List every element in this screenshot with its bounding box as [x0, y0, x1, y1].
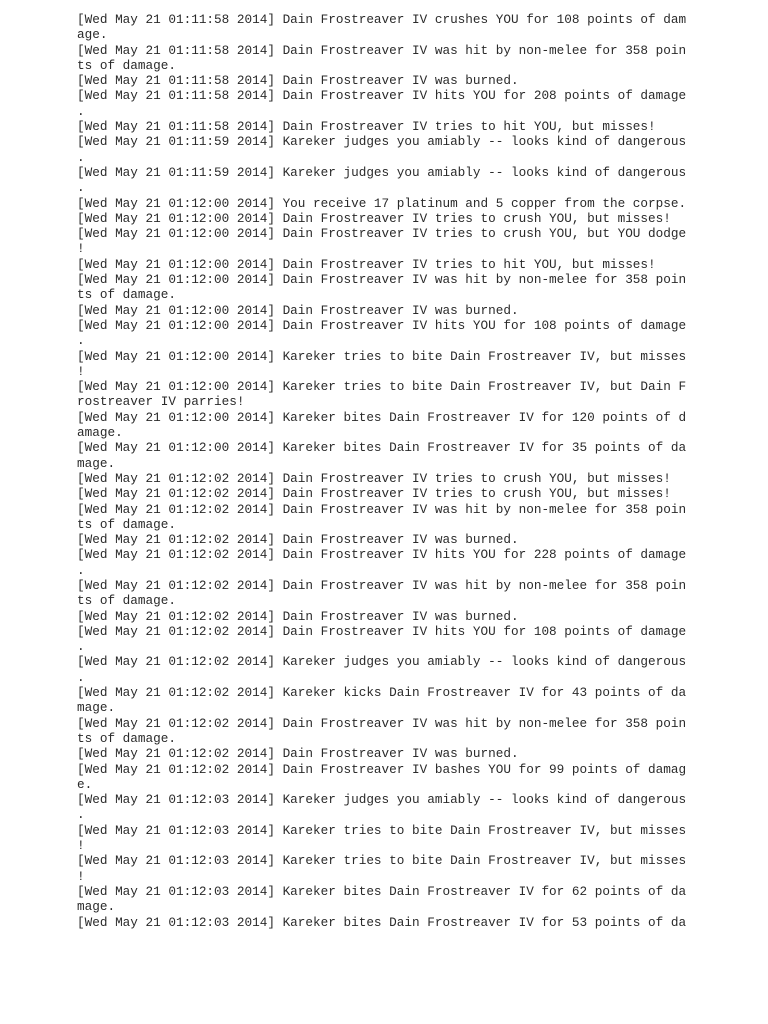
log-line: [Wed May 21 01:12:00 2014] Dain Frostreaver IV tries to hit YOU, but misses! — [77, 256, 656, 272]
log-line: [Wed May 21 01:12:02 2014] Dain Frostreaver IV was hit by non-melee for 358 poin — [77, 501, 687, 517]
log-line: . — [77, 180, 85, 196]
log-line: [Wed May 21 01:11:58 2014] Dain Frostreaver IV was hit by non-melee for 358 poin — [77, 42, 687, 58]
log-line: [Wed May 21 01:11:58 2014] Dain Frostreaver IV hits YOU for 208 points of damage — [77, 88, 687, 104]
log-line: rostreaver IV parries! — [77, 394, 245, 410]
log-line: [Wed May 21 01:12:02 2014] Kareker kicks Dain Frostreaver IV for 43 points of da — [77, 685, 687, 701]
log-line: . — [77, 807, 85, 823]
log-line: [Wed May 21 01:12:00 2014] Dain Frostreaver IV was burned. — [77, 302, 519, 318]
log-line: [Wed May 21 01:12:00 2014] Dain Frostreaver IV hits YOU for 108 points of damage — [77, 317, 687, 333]
log-line: [Wed May 21 01:12:00 2014] Dain Frostreaver IV tries to crush YOU, but misses! — [77, 210, 671, 226]
log-line: ! — [77, 363, 85, 379]
log-line: [Wed May 21 01:12:02 2014] Dain Frostreaver IV bashes YOU for 99 points of damag — [77, 761, 687, 777]
log-line: mage. — [77, 455, 116, 471]
log-line: . — [77, 639, 85, 655]
log-line: [Wed May 21 01:12:03 2014] Kareker tries to bite Dain Frostreaver IV, but misses — [77, 853, 687, 869]
log-line: [Wed May 21 01:11:58 2014] Dain Frostreaver IV was burned. — [77, 73, 519, 89]
log-line: ts of damage. — [77, 57, 176, 73]
log-line: mage. — [77, 700, 116, 716]
log-line: [Wed May 21 01:12:02 2014] Dain Frostreaver IV was burned. — [77, 532, 519, 548]
log-line: . — [77, 669, 85, 685]
log-line: [Wed May 21 01:12:00 2014] Dain Frostreaver IV was hit by non-melee for 358 poin — [77, 272, 687, 288]
log-line: [Wed May 21 01:12:03 2014] Kareker judges you amiably -- looks kind of dangerous — [77, 792, 687, 808]
log-line: [Wed May 21 01:12:02 2014] Dain Frostreaver IV was hit by non-melee for 358 poin — [77, 715, 687, 731]
log-line: [Wed May 21 01:12:00 2014] Kareker tries to bite Dain Frostreaver IV, but Dain F — [77, 379, 687, 395]
log-line: [Wed May 21 01:12:00 2014] Kareker bites Dain Frostreaver IV for 120 points of d — [77, 409, 687, 425]
log-line: [Wed May 21 01:12:00 2014] You receive 17 platinum and 5 copper from the corpse. — [77, 195, 687, 211]
log-line: [Wed May 21 01:12:02 2014] Kareker judges you amiably -- looks kind of dangerous — [77, 654, 687, 670]
log-line: [Wed May 21 01:12:03 2014] Kareker bites Dain Frostreaver IV for 62 points of da — [77, 883, 687, 899]
log-line: . — [77, 333, 85, 349]
log-line: [Wed May 21 01:12:02 2014] Dain Frostreaver IV hits YOU for 228 points of damage — [77, 547, 687, 563]
log-line: [Wed May 21 01:12:02 2014] Dain Frostreaver IV was burned. — [77, 608, 519, 624]
log-line: age. — [77, 27, 108, 43]
log-line: [Wed May 21 01:12:02 2014] Dain Frostreaver IV tries to crush YOU, but misses! — [77, 486, 671, 502]
log-line: . — [77, 562, 85, 578]
log-line: [Wed May 21 01:12:00 2014] Kareker tries to bite Dain Frostreaver IV, but misses — [77, 348, 687, 364]
log-line: . — [77, 149, 85, 165]
log-line: e. — [77, 776, 93, 792]
log-line: [Wed May 21 01:11:58 2014] Dain Frostreaver IV tries to hit YOU, but misses! — [77, 119, 656, 135]
log-line: amage. — [77, 425, 123, 441]
log-line: ! — [77, 868, 85, 884]
log-line: ts of damage. — [77, 730, 176, 746]
log-line: [Wed May 21 01:12:02 2014] Dain Frostreaver IV tries to crush YOU, but misses! — [77, 470, 671, 486]
log-line: [Wed May 21 01:12:00 2014] Dain Frostreaver IV tries to crush YOU, but YOU dodge — [77, 226, 687, 242]
log-line: . — [77, 103, 85, 119]
log-line: [Wed May 21 01:12:02 2014] Dain Frostreaver IV was burned. — [77, 746, 519, 762]
log-line: mage. — [77, 899, 116, 915]
log-line: [Wed May 21 01:11:59 2014] Kareker judges you amiably -- looks kind of dangerous — [77, 164, 687, 180]
log-line: ts of damage. — [77, 287, 176, 303]
log-line: [Wed May 21 01:12:00 2014] Kareker bites Dain Frostreaver IV for 35 points of da — [77, 440, 687, 456]
log-line: [Wed May 21 01:12:03 2014] Kareker tries to bite Dain Frostreaver IV, but misses — [77, 822, 687, 838]
log-line: [Wed May 21 01:12:02 2014] Dain Frostreaver IV hits YOU for 108 points of damage — [77, 623, 687, 639]
log-line: [Wed May 21 01:11:59 2014] Kareker judges you amiably -- looks kind of dangerous — [77, 134, 687, 150]
log-line: ts of damage. — [77, 593, 176, 609]
log-line: ts of damage. — [77, 516, 176, 532]
log-line: ! — [77, 241, 85, 257]
log-line: ! — [77, 838, 85, 854]
log-line: [Wed May 21 01:12:02 2014] Dain Frostreaver IV was hit by non-melee for 358 poin — [77, 577, 687, 593]
log-line: [Wed May 21 01:11:58 2014] Dain Frostreaver IV crushes YOU for 108 points of dam — [77, 12, 687, 27]
combat-log — [77, 12, 687, 930]
log-line: [Wed May 21 01:12:03 2014] Kareker bites Dain Frostreaver IV for 53 points of da — [77, 914, 687, 930]
